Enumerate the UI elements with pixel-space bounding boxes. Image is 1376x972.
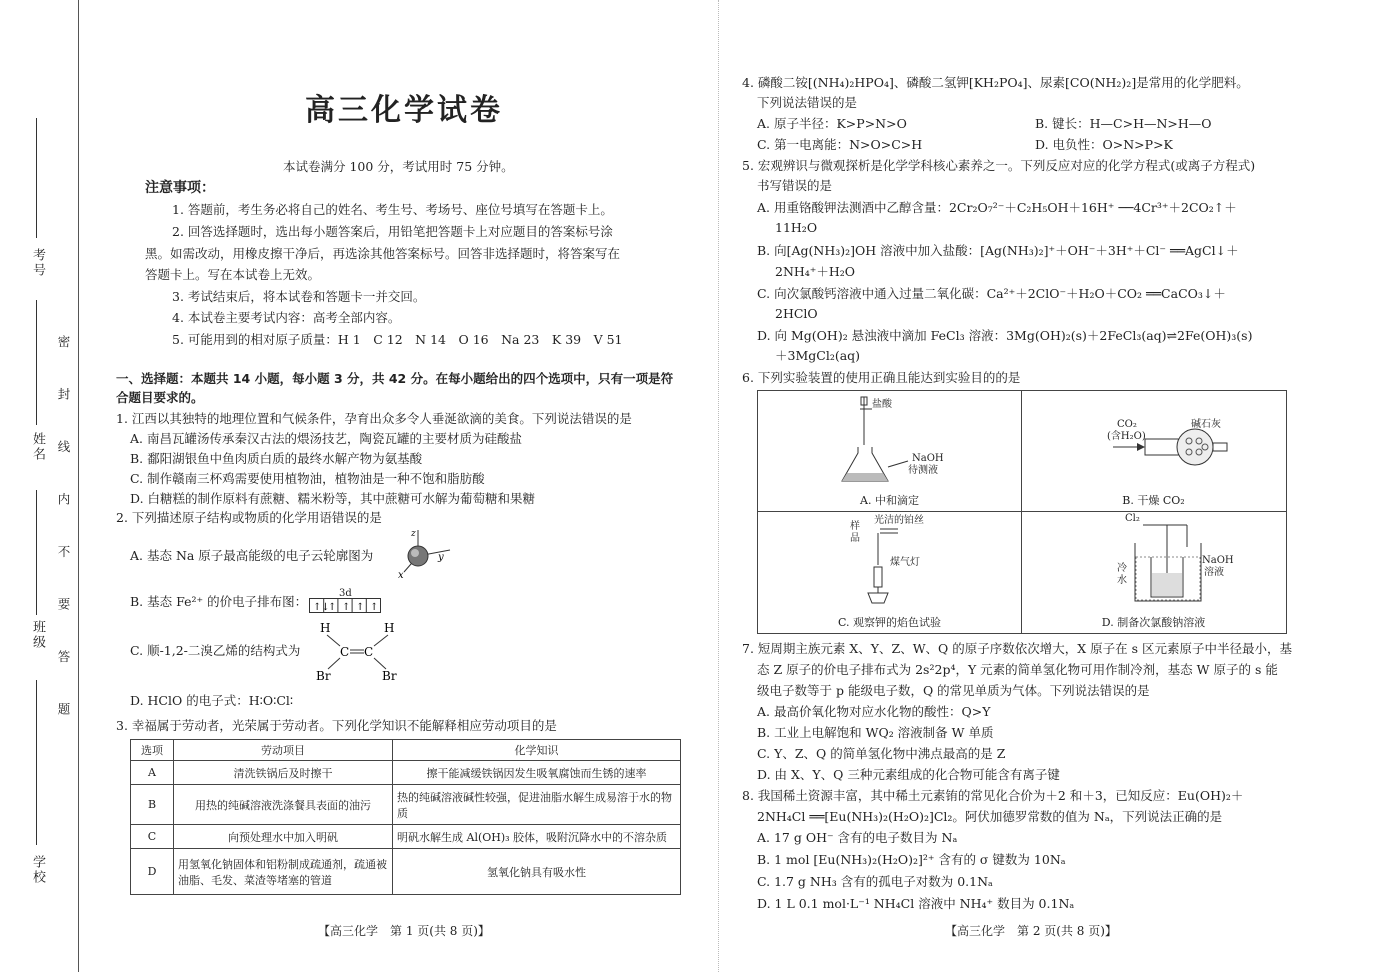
q8-line-2: 2NH₄Cl ══[Eu(NH₃)₂(H₂O)₂]Cl₂。阿伏加德罗常数的值为 Nₐ，下列说法正确的是: [757, 809, 1223, 824]
note-line-7: 5. 可能用到的相对原子质量：H 1 C 12 N 14 O 16 Na 23 K 39 V 51: [172, 332, 623, 347]
label-xingming: 姓名: [30, 432, 45, 462]
q4-option-a: A. 原子半径：K>P>N>O: [757, 116, 907, 131]
caption-c: C. 观察钾的焰色试验: [837, 616, 942, 629]
q3-table: [130, 739, 681, 895]
table-row: [131, 849, 681, 895]
axis-z-label: z: [411, 529, 416, 539]
label-soda-lime: 碱石灰: [1191, 419, 1221, 430]
page-divider: [718, 0, 719, 972]
label-naoh-d: NaOH: [1202, 555, 1234, 566]
svg-text:↑↓: ↑↓: [313, 602, 330, 613]
q7-option-a: A. 最高价氧化物对应水化物的酸性：Q>Y: [757, 704, 991, 719]
banji-line: [36, 490, 37, 615]
label-acid: 盐酸: [872, 399, 892, 410]
table-cell: 氢氧化钠具有吸水性: [393, 849, 681, 895]
table-cell: 用热的纯碱溶液洗涤餐具表面的油污: [174, 785, 393, 825]
q7-option-c: C. Y、Z、Q 的简单氢化物中沸点最高的是 Z: [757, 746, 1006, 761]
q6-stem: 6. 下列实验装置的使用正确且能达到实验目的的是: [742, 370, 1021, 385]
col-header-knowledge: 化学知识: [393, 740, 681, 761]
note-line-2: 2. 回答选择题时，选出每小题答案后，用铅笔把答题卡上对应题目的答案标号涂: [172, 224, 613, 239]
table-cell: A: [131, 761, 174, 785]
q2-option-b: B. 基态 Fe²⁺ 的价电子排布图：: [130, 594, 308, 609]
q8-option-a: A. 17 g OH⁻ 含有的电子数目为 Nₐ: [757, 830, 958, 845]
dibromoethene-structure: [312, 618, 402, 684]
apparatus-d: [1021, 511, 1286, 633]
q4-option-c: C. 第一电离能：N>O>C>H: [757, 137, 923, 152]
table-cell: 热的纯碱溶液碱性较强，促进油脂水解生成易溶于水的物质: [393, 785, 681, 825]
label-cold-1: 冷: [1117, 563, 1127, 574]
exam-info: 本试卷满分 100 分，考试用时 75 分钟。: [283, 159, 514, 174]
col-header-labor: 劳动项目: [174, 740, 393, 761]
orbital-boxes: [309, 598, 381, 614]
orbital-3d-label: 3d: [339, 588, 352, 599]
q2-option-c: C. 顺-1,2-二溴乙烯的结构式为: [130, 643, 301, 658]
caption-d: D. 制备次氯酸钠溶液: [1101, 616, 1206, 629]
table-row: [131, 785, 681, 825]
svg-text:↑: ↑: [342, 602, 351, 613]
atom-br-right: Br: [382, 669, 397, 683]
q1-option-b: B. 鄱阳湖银鱼中鱼肉质白质的最终水解产物为氨基酸: [130, 451, 423, 466]
q4-stem-2: 下列说法错误的是: [757, 95, 858, 110]
label-cold-2: 水: [1117, 575, 1127, 586]
footer-left: 【高三化学 第 1 页(共 8 页)】: [318, 924, 490, 938]
apparatus-b: [1021, 391, 1286, 512]
label-naoh-a: NaOH: [912, 453, 944, 464]
label-gas-lamp: 煤气灯: [890, 557, 920, 568]
atom-br-left: Br: [316, 669, 331, 683]
caption-a: A. 中和滴定: [860, 494, 919, 507]
table-cell: 明矾水解生成 Al(OH)₃ 胶体，吸附沉降水中的不溶杂质: [393, 825, 681, 849]
table-row: [131, 825, 681, 849]
q1-option-d: D. 白糖糕的制作原料有蔗糖、糯米粉等，其中蔗糖可水解为葡萄糖和果糖: [130, 491, 536, 506]
note-line-6: 4. 本试卷主要考试内容：高考全部内容。: [172, 310, 401, 325]
q2-option-d: D. HClO 的电子式：H∶O∶Cl∶: [130, 693, 294, 708]
kaohao-line: [36, 118, 37, 238]
q1-option-a: A. 南昌瓦罐汤传承秦汉古法的煨汤技艺，陶瓷瓦罐的主要材质为硅酸盐: [130, 431, 522, 446]
q5-option-a-2: 11H₂O: [775, 220, 818, 235]
label-co2: CO₂: [1117, 419, 1137, 430]
note-line-1: 1. 答题前，考生务必将自己的姓名、考生号、考场号、座位号填写在答题卡上。: [172, 202, 613, 217]
caption-b: B. 干燥 CO₂: [1122, 494, 1185, 507]
q5-option-c-2: 2HClO: [775, 306, 818, 321]
label-banji: 班级: [30, 620, 45, 650]
svg-text:↑: ↑: [370, 602, 379, 613]
q5-option-b-1: B. 向[Ag(NH₃)₂]OH 溶液中加入盐酸：[Ag(NH₃)₂]⁺＋OH⁻＋3H⁺＋Cl⁻ ══AgCl↓＋: [757, 243, 1239, 258]
q8-line-1: 8. 我国稀土资源丰富，其中稀土元素铕的常见化合价为＋2 和＋3，已知反应：Eu(OH)₂＋: [742, 788, 1244, 803]
table-row: [131, 761, 681, 785]
axis-y-label: y: [438, 552, 444, 563]
seal-note: 密封线内不要答题: [56, 335, 71, 755]
svg-text:↑: ↑: [356, 602, 365, 613]
q5-stem-1: 5. 宏观辨识与微观探析是化学学科核心素养之一。下列反应对应的化学方程式(或离子方程式): [742, 158, 1256, 173]
atom-h-right: H: [384, 621, 395, 635]
table-cell: 向预处理水中加入明矾: [174, 825, 393, 849]
q7-line-1: 7. 短周期主族元素 X、Y、Z、W、Q 的原子序数依次增大，X 原子在 s 区元素原子中半径最小，基: [742, 641, 1293, 656]
atom-c-right: C: [364, 645, 374, 659]
label-sample-1: 样: [850, 521, 860, 532]
q2-option-a: A. 基态 Na 原子最高能级的电子云轮廓图为: [130, 548, 374, 563]
label-solution-d: 溶液: [1204, 567, 1224, 578]
q8-option-d: D. 1 L 0.1 mol·L⁻¹ NH₄Cl 溶液中 NH₄⁺ 数目为 0.1Nₐ: [757, 896, 1075, 911]
q8-option-c: C. 1.7 g NH₃ 含有的孤电子对数为 0.1Nₐ: [757, 874, 993, 889]
q4-option-b: B. 键长：H—C>H—N>H—O: [1035, 116, 1212, 131]
atom-c-left: C: [340, 645, 350, 659]
label-h2o: (含H₂O): [1107, 431, 1146, 442]
table-header-row: [131, 740, 681, 761]
note-line-5: 3. 考试结束后，将本试卷和答题卡一并交回。: [172, 289, 426, 304]
xuexiao-line: [36, 680, 37, 845]
label-test-solution: 待测液: [908, 465, 938, 476]
q4-stem-1: 4. 磷酸二铵[(NH₄)₂HPO₄]、磷酸二氢钾[KH₂PO₄]、尿素[CO(NH₂)₂]是常用的化学肥料。: [742, 75, 1249, 90]
label-cl2: Cl₂: [1125, 513, 1140, 524]
q5-option-b-2: 2NH₄⁺＋H₂O: [775, 264, 856, 279]
table-cell: D: [131, 849, 174, 895]
q5-option-c-1: C. 向次氯酸钙溶液中通入过量二氧化碳：Ca²⁺＋2ClO⁻＋H₂O＋CO₂ ══CaCO₃↓＋: [757, 286, 1226, 301]
note-line-4: 答题卡上。写在本试卷上无效。: [145, 267, 321, 282]
q7-option-d: D. 由 X、Y、Q 三种元素组成的化合物可能含有离子键: [757, 767, 1060, 782]
table-cell: C: [131, 825, 174, 849]
q3-stem: 3. 幸福属于劳动者，光荣属于劳动者。下列化学知识不能解释相应劳动项目的是: [116, 718, 557, 733]
q8-option-b: B. 1 mol [Eu(NH₃)₂(H₂O)₂]²⁺ 含有的 σ 键数为 10Nₐ: [757, 852, 1066, 867]
label-xuexiao: 学校: [30, 855, 45, 885]
label-platinum-wire: 光洁的铂丝: [874, 515, 924, 526]
section1-line1: 一、选择题：本题共 14 小题，每小题 3 分，共 42 分。在每小题给出的四个选项中，只有一项是符: [116, 371, 674, 386]
q7-option-b: B. 工业上电解饱和 WQ₂ 溶液制备 W 单质: [757, 725, 994, 740]
table-cell: B: [131, 785, 174, 825]
apparatus-a: [758, 391, 1022, 512]
table-cell: 擦干能减缓铁锅因发生吸氧腐蚀而生锈的速率: [393, 761, 681, 785]
section1-line2: 合题目要求的。: [116, 390, 204, 405]
xingming-line: [36, 300, 37, 425]
q5-stem-2: 书写错误的是: [757, 178, 833, 193]
q2-stem: 2. 下列描述原子结构或物质的化学用语错误的是: [116, 510, 382, 525]
svg-text:↑: ↑: [328, 602, 337, 613]
q7-line-2: 态 Z 原子的价电子排布式为 2s²2p⁴，Y 元素的简单氢化物可用作制冷剂，基态 W 原子的 s 能: [757, 662, 1278, 677]
note-line-3: 黑。如需改动，用橡皮擦干净后，再选涂其他答案标号。回答非选择题时，将答案写在: [145, 246, 621, 261]
q1-stem: 1. 江西以其独特的地理位置和气候条件，孕育出众多令人垂涎欲滴的美食。下列说法错误的是: [116, 411, 632, 426]
q6-apparatus-grid: [757, 390, 1287, 634]
table-cell: 用氢氧化钠固体和铝粉制成疏通剂，疏通被油脂、毛发、菜渣等堵塞的管道: [174, 849, 393, 895]
label-sample-2: 品: [850, 533, 860, 544]
axis-x-label: x: [398, 570, 404, 581]
q5-option-d-2: ＋3MgCl₂(aq): [775, 348, 861, 363]
q7-line-3: 级电子数等于 p 能级电子数，Q 的常见单质为气体。下列说法错误的是: [757, 683, 1150, 698]
q5-option-d-1: D. 向 Mg(OH)₂ 悬浊液中滴加 FeCl₃ 溶液：3Mg(OH)₂(s)＋2FeCl₃(aq)⇌2Fe(OH)₃(s): [757, 328, 1253, 343]
q4-option-d: D. 电负性：O>N>P>K: [1035, 137, 1173, 152]
col-header-option: 选项: [131, 740, 174, 761]
q1-option-c: C. 制作赣南三杯鸡需要使用植物油，植物油是一种不饱和脂肪酸: [130, 471, 485, 486]
page-title: 高三化学试卷: [305, 93, 503, 128]
q5-option-a-1: A. 用重铬酸钾法测酒中乙醇含量：2Cr₂O₇²⁻＋C₂H₅OH＋16H⁺ ──4Cr³⁺＋2CO₂↑＋: [757, 200, 1237, 215]
footer-right: 【高三化学 第 2 页(共 8 页)】: [945, 924, 1117, 938]
notes-heading: 注意事项：: [145, 180, 215, 196]
s-orbital-diagram: [398, 528, 456, 582]
atom-h-left: H: [320, 621, 331, 635]
label-kaohao: 考号: [30, 248, 45, 278]
table-cell: 清洗铁锅后及时擦干: [174, 761, 393, 785]
apparatus-c: [758, 511, 1022, 633]
